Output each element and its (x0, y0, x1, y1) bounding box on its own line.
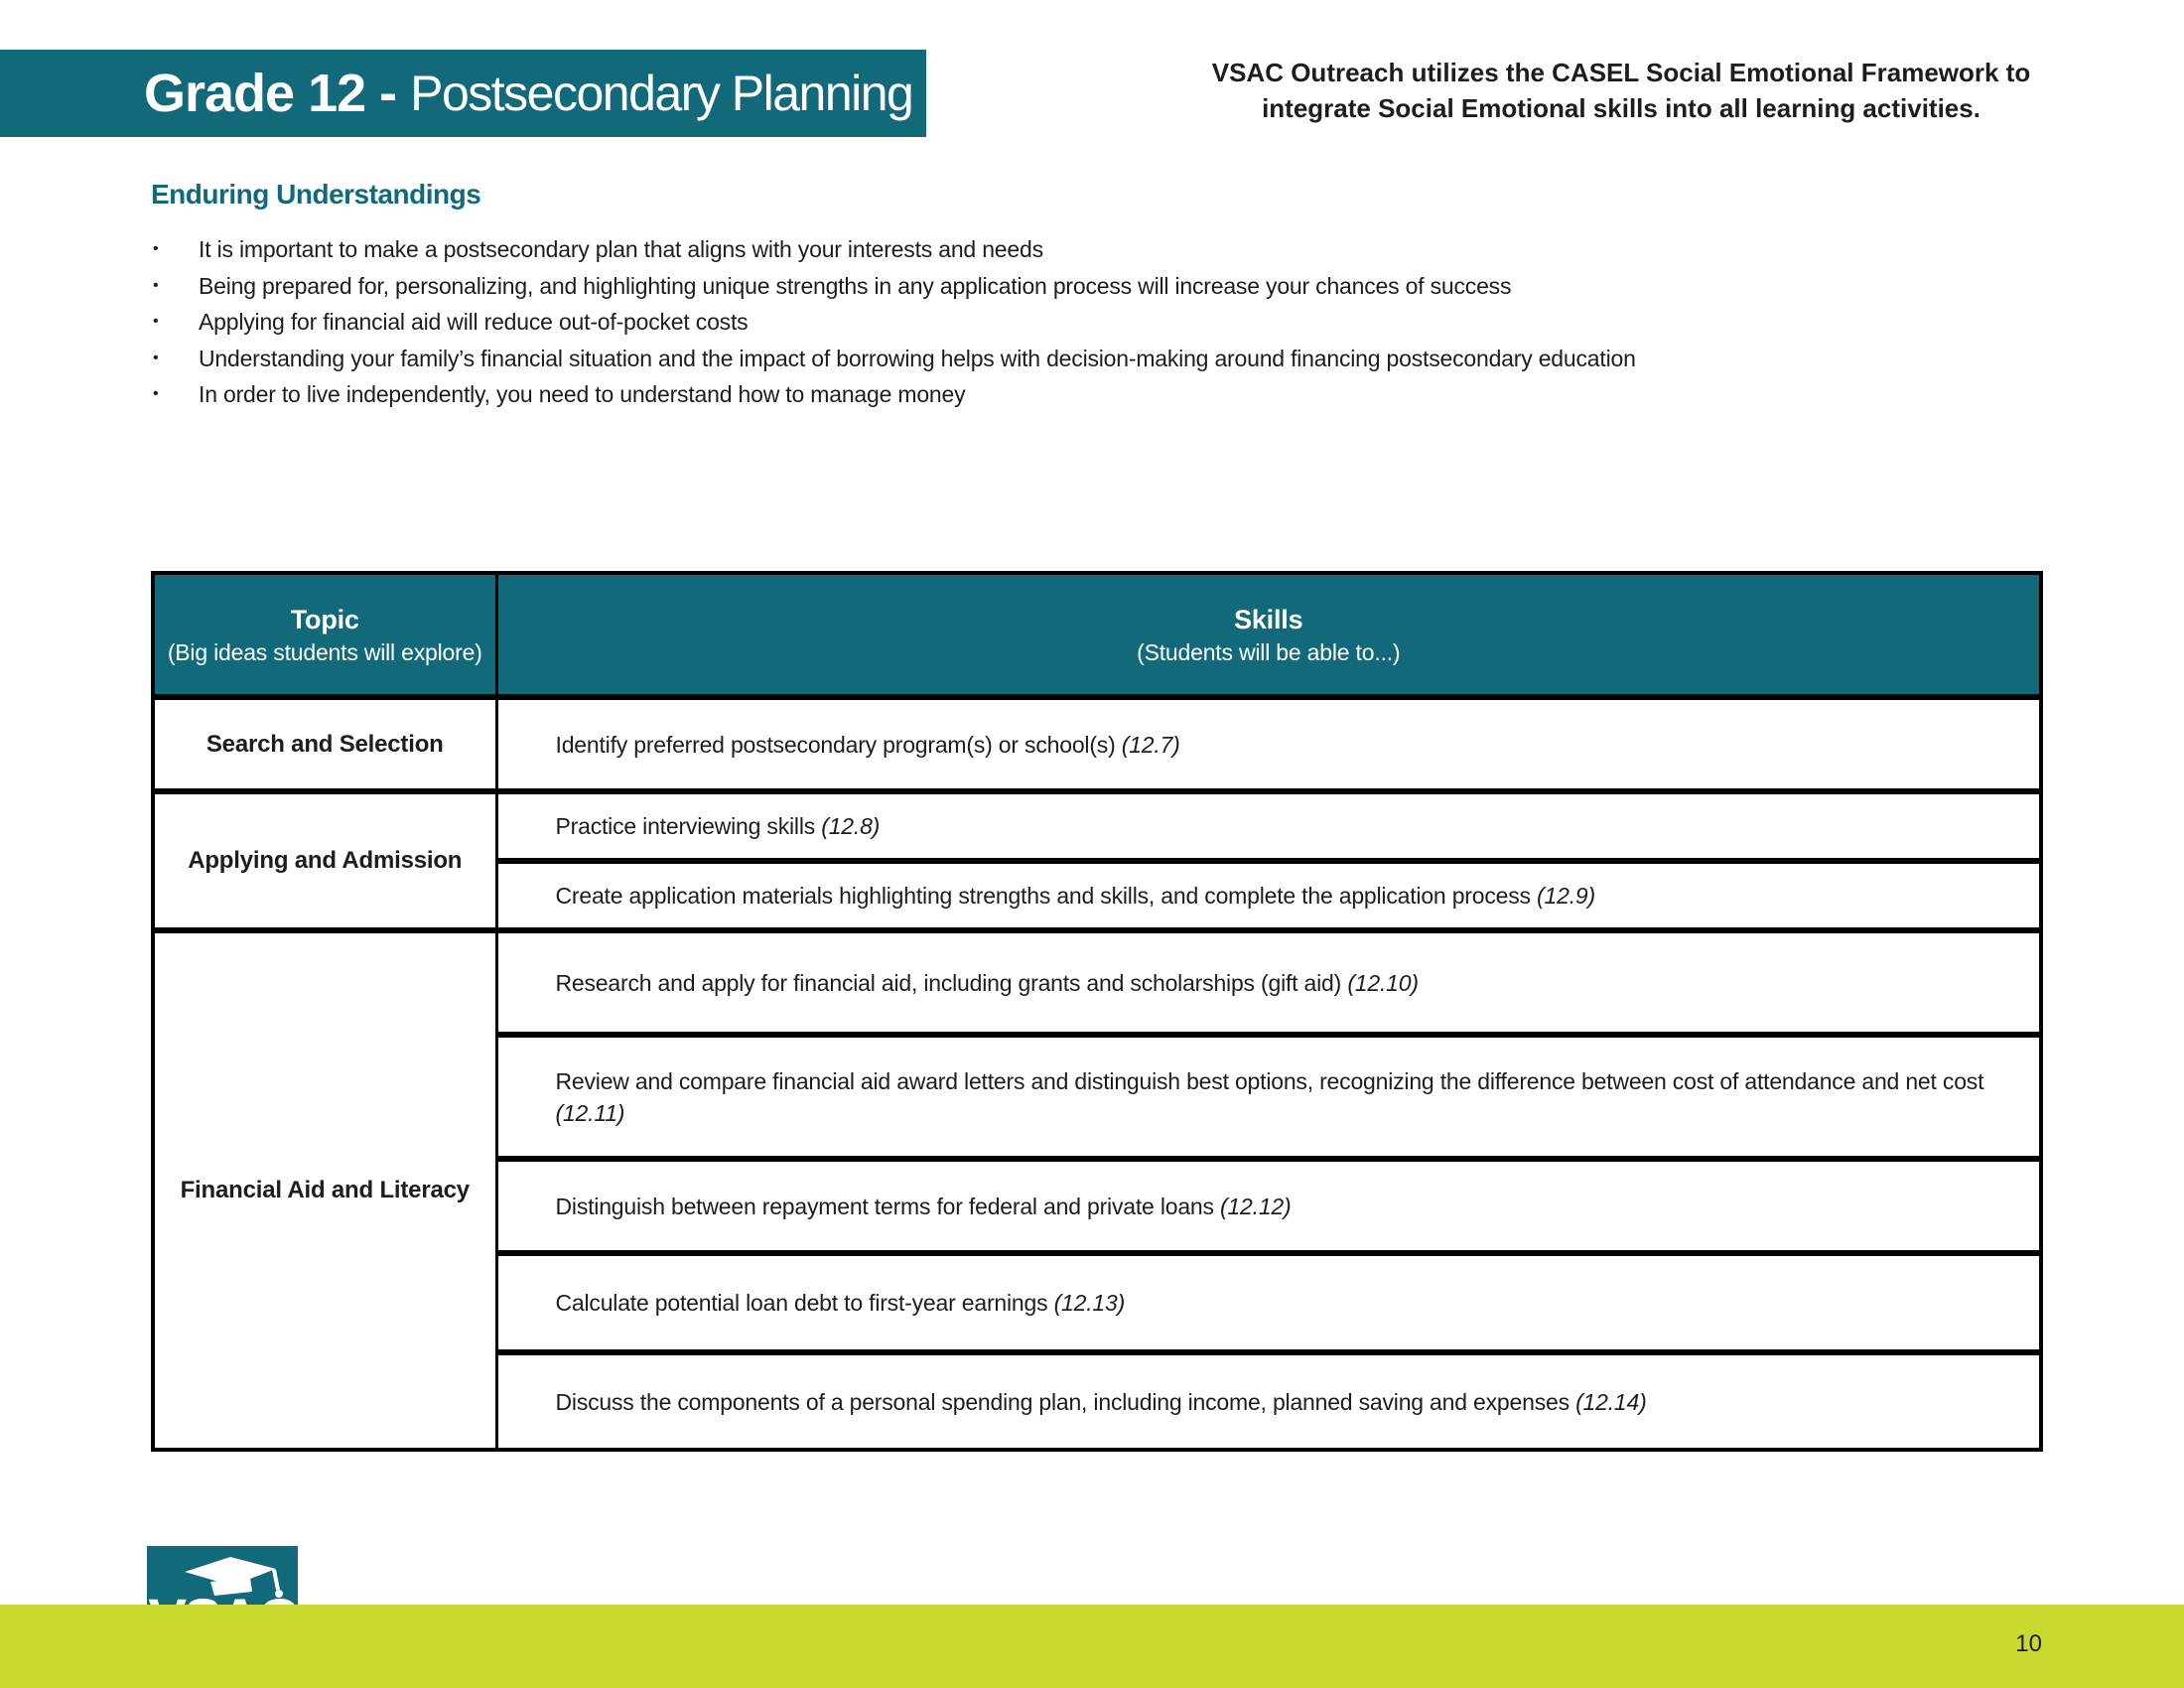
table-header-row (153, 573, 2041, 697)
skill-cell (496, 697, 2041, 791)
topic-cell: Financial Aid and Literacy (153, 930, 496, 1450)
skill-cell (496, 861, 2041, 930)
table-row (153, 697, 2041, 791)
page-title-subject: Postsecondary Planning (410, 66, 913, 121)
casel-framework-note: VSAC Outreach utilizes the CASEL Social Emotional Framework to integrate Social Emotional skills into all learning activities. (1211, 58, 2031, 123)
enduring-understanding-item: • Applying for financial aid will reduce out-of-pocket costs (151, 304, 2057, 341)
topic-column-header (153, 573, 496, 697)
topic-cell: Search and Selection (153, 697, 496, 791)
enduring-understandings-heading: Enduring Understandings (151, 179, 481, 210)
skill-cell (496, 1035, 2041, 1159)
skill-standard-ref: (12.7) (1121, 731, 1180, 758)
skill-text: Research and apply for financial aid, including grants and scholarships (gift aid) (555, 969, 1348, 996)
skill-cell (496, 1352, 2041, 1450)
page-title-grade: Grade 12 - (144, 64, 397, 123)
enduring-understandings-list (151, 231, 2057, 413)
enduring-understanding-item: • It is important to make a postsecondary plan that aligns with your interests and needs (151, 231, 2057, 268)
topic-header-subtext: (Big ideas students will explore) (167, 638, 482, 665)
enduring-understanding-item: • Being prepared for, personalizing, and highlighting unique strengths in any application process will increase your chances of success (151, 268, 2057, 305)
skills-header-label: Skills (1234, 604, 1303, 634)
skill-standard-ref: (12.8) (821, 813, 881, 839)
skill-text: Practice interviewing skills (555, 813, 822, 839)
skill-cell (496, 930, 2041, 1035)
skill-text: Create application materials highlighting strengths and skills, and complete the application process (555, 883, 1538, 909)
topic-cell: Applying and Admission (153, 791, 496, 930)
footer-bar (0, 1605, 2184, 1688)
skill-text: Discuss the components of a personal spending plan, including income, planned saving and expenses (555, 1388, 1576, 1415)
topic-skills-table (151, 571, 2043, 1452)
skill-text: Calculate potential loan debt to first-year earnings (555, 1290, 1054, 1316)
skill-text: Identify preferred postsecondary program(s) or school(s) (555, 731, 1122, 758)
page-number: 10 (2015, 1630, 2042, 1657)
enduring-understanding-item: • Understanding your family’s financial situation and the impact of borrowing helps with decision-making around financing postsecondary education (151, 341, 2057, 377)
table-row (153, 930, 2041, 1035)
skill-standard-ref: (12.14) (1575, 1388, 1647, 1415)
topic-header-label: Topic (290, 604, 359, 634)
skill-text: Distinguish between repayment terms for federal and private loans (555, 1193, 1220, 1219)
skill-standard-ref: (12.12) (1220, 1193, 1292, 1219)
skill-text: Review and compare financial aid award letters and distinguish best options, recognizing the difference between cost of attendance and net cost (555, 1067, 1984, 1094)
skill-cell (496, 1159, 2041, 1253)
skill-cell (496, 1253, 2041, 1352)
table-row (153, 791, 2041, 861)
skill-standard-ref: (12.10) (1347, 969, 1419, 996)
curriculum-table-body (153, 697, 2041, 1450)
skills-header-subtext: (Students will be able to...) (1137, 638, 1401, 665)
skill-cell (496, 791, 2041, 861)
page-title-band (0, 50, 926, 137)
skill-standard-ref: (12.9) (1537, 883, 1595, 909)
skill-standard-ref: (12.11) (555, 1099, 625, 1126)
skill-standard-ref: (12.13) (1053, 1290, 1126, 1316)
enduring-understanding-item: • In order to live independently, you need to understand how to manage money (151, 376, 2057, 413)
skills-column-header (496, 573, 2041, 697)
